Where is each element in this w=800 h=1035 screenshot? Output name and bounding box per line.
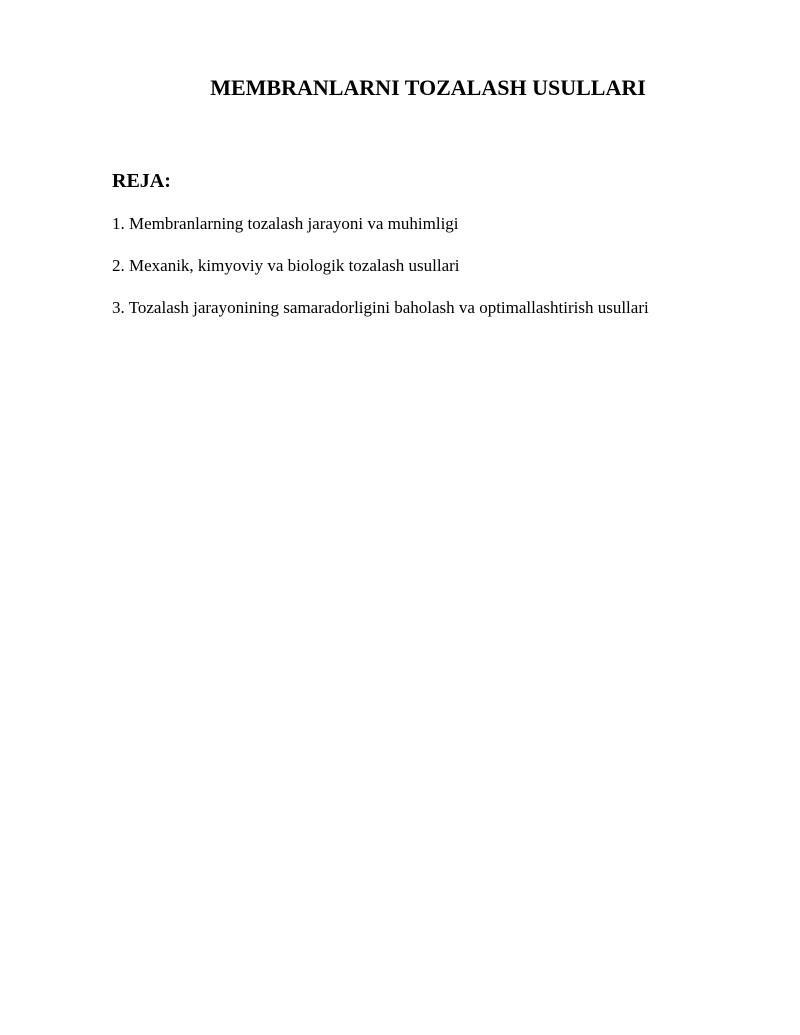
plan-heading: REJA: xyxy=(112,170,171,192)
plan-item-3: 3. Tozalash jarayonining samaradorligini baholash va optimallashtirish usullari xyxy=(112,298,649,317)
document-title: MEMBRANLARNI TOZALASH USULLARI xyxy=(210,75,646,100)
plan-list xyxy=(112,213,649,339)
plan-item-1: 1. Membranlarning tozalash jarayoni va muhimligi xyxy=(112,214,459,233)
plan-item-2: 2. Mexanik, kimyoviy va biologik tozalash usullari xyxy=(112,256,460,275)
